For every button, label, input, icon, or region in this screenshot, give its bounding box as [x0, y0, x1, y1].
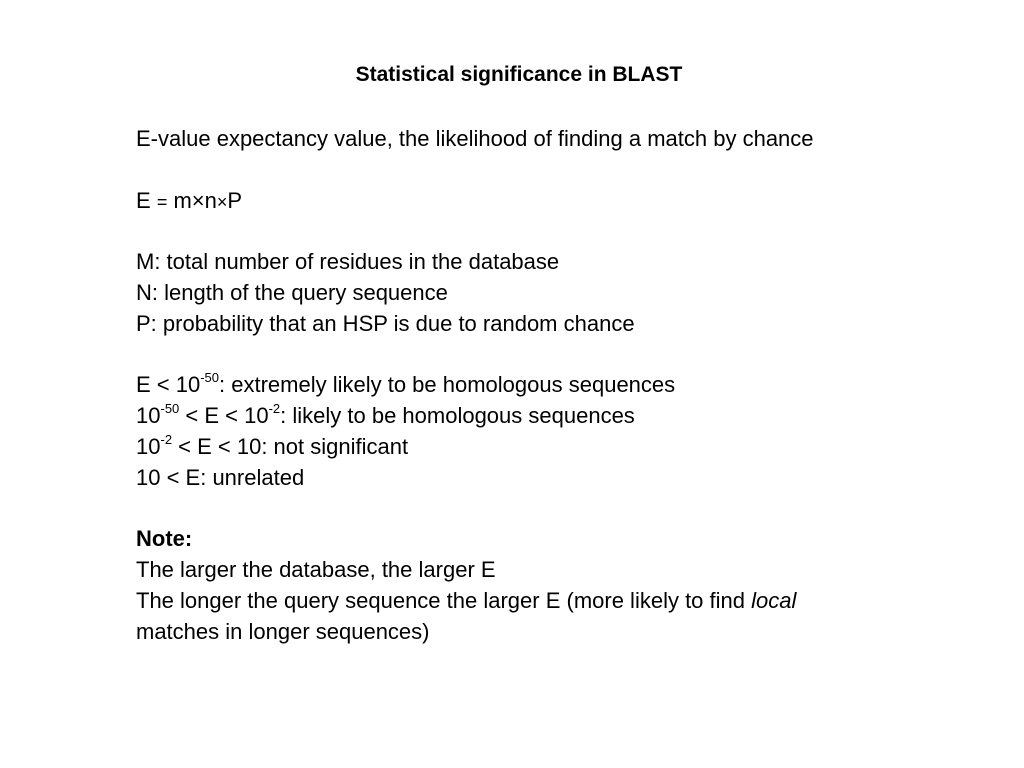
e-value-formula: [136, 186, 996, 217]
t3-post: < E < 10: not significant: [172, 433, 409, 459]
formula-equals: =: [156, 191, 168, 212]
slide-body: [136, 124, 996, 648]
variable-m: M: total number of residues in the database: [136, 249, 560, 275]
formula-times-1: ×: [191, 187, 205, 213]
spacer: [136, 155, 996, 186]
threshold-not-significant: [136, 432, 996, 463]
t2-post: : likely to be homologous sequences: [280, 403, 635, 429]
e-value-definition: E-value expectancy value, the likelihood of finding a match by chance: [136, 126, 814, 151]
t3-pre: 10: [136, 433, 161, 459]
formula-times-2: ×: [216, 191, 228, 212]
threshold-likely: [136, 401, 996, 432]
spacer: [136, 494, 996, 525]
t2-exp1: -50: [160, 400, 180, 416]
formula-n: n: [204, 187, 217, 213]
note-line-2-italic: local: [751, 587, 797, 613]
threshold-unrelated: 10 < E: unrelated: [136, 464, 305, 490]
threshold-extremely-likely: [136, 370, 996, 401]
spacer: [136, 340, 996, 371]
variable-p: P: probability that an HSP is due to random chance: [136, 310, 635, 336]
formula-p: P: [227, 187, 243, 213]
t2-mid: < E < 10: [179, 403, 269, 429]
formula-m: m: [173, 187, 192, 213]
t1-pre: E < 10: [136, 372, 201, 398]
t1-post: : extremely likely to be homologous sequences: [219, 372, 676, 398]
t2-exp2: -2: [268, 400, 281, 416]
note-heading: Note:: [136, 526, 193, 552]
slide-title: Statistical significance in BLAST: [355, 63, 683, 86]
formula-lhs: E: [136, 187, 151, 213]
t3-exp: -2: [160, 431, 173, 447]
variable-n: N: length of the query sequence: [136, 279, 448, 305]
t1-exp: -50: [200, 370, 220, 386]
spacer: [136, 216, 996, 247]
note-line-2: [136, 586, 996, 617]
t2-pre: 10: [136, 403, 161, 429]
note-line-1: The larger the database, the larger E: [136, 557, 496, 583]
note-line-3: matches in longer sequences): [136, 618, 430, 644]
note-line-2-text: The longer the query sequence the larger E (more likely to find: [136, 587, 752, 613]
